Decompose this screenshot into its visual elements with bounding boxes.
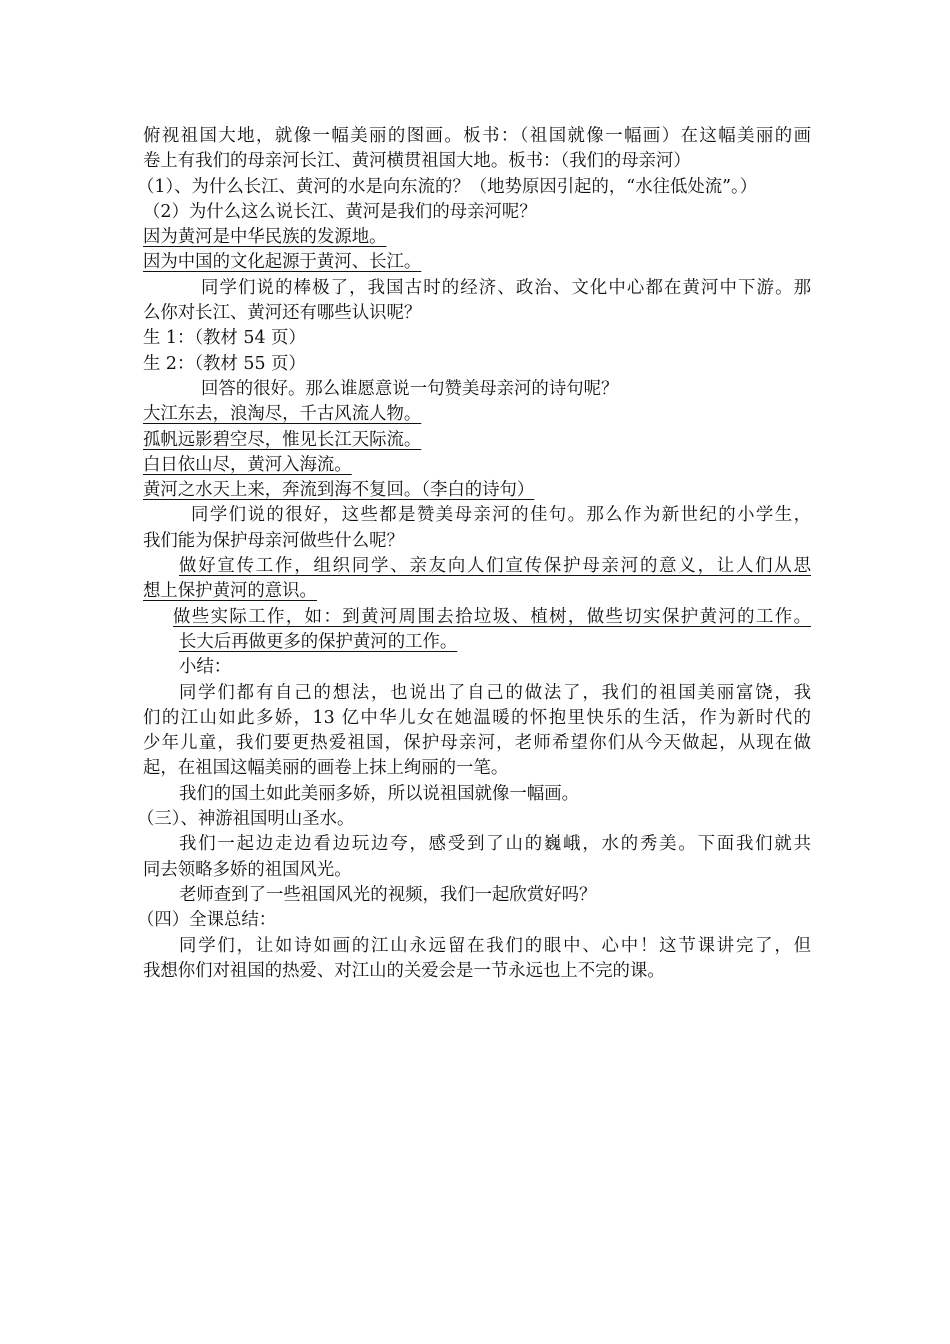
answer-line: 长大后再做更多的保护黄河的工作。 <box>179 631 458 652</box>
paragraph-line: 同学们，让如诗如画的江山永远留在我们的眼中、心中！这节课讲完了，但 <box>179 935 811 956</box>
paragraph-line: 同去领略多娇的祖国风光。 <box>143 859 352 880</box>
answer-line: 想上保护黄河的意识。 <box>143 581 317 602</box>
paragraph-line: 同学们说的很好，这些都是赞美母亲河的佳句。那么作为新世纪的小学生， <box>191 505 811 526</box>
paragraph-line: 俯视祖国大地，就像一幅美丽的图画。板书：（祖国就像一幅画）在这幅美丽的画 <box>143 126 811 146</box>
answer-line: 做些实际工作，如：到黄河周围去拾垃圾、植树，做些切实保护黄河的工作。 <box>173 606 811 627</box>
paragraph-line: 卷上有我们的母亲河长江、黄河横贯祖国大地。板书：（我们的母亲河） <box>143 151 691 172</box>
poem-line: 白日依山尽，黄河入海流。 <box>143 454 352 475</box>
paragraph-line: 我想你们对祖国的热爱、对江山的关爱会是一节永远也上不完的课。 <box>143 960 665 981</box>
section-heading: （三）、神游祖国明山圣水。 <box>137 809 355 830</box>
poem-line: 孤帆远影碧空尽，惟见长江天际流。 <box>143 429 422 450</box>
student-line: 生 2：（教材 55 页） <box>143 353 306 374</box>
document-body <box>137 124 811 984</box>
paragraph-line: 起，在祖国这幅美丽的画卷上抹上绚丽的一笔。 <box>143 758 509 779</box>
paragraph-line: 同学们说的棒极了，我国古时的经济、政治、文化中心都在黄河中下游。那 <box>201 277 811 298</box>
question-line: （1）、为什么长江、黄河的水是向东流的？（地势原因引起的，“水往低处流”。） <box>137 176 758 197</box>
answer-line: 因为中国的文化起源于黄河、长江。 <box>143 252 422 273</box>
paragraph-line: 我们的国土如此美丽多娇，所以说祖国就像一幅画。 <box>179 783 579 804</box>
summary-heading: 小结： <box>179 657 232 678</box>
paragraph-line: 们的江山如此多娇，13 亿中华儿女在她温暖的怀抱里快乐的生活，作为新时代的 <box>143 707 811 728</box>
answer-line: 因为黄河是中华民族的发源地。 <box>143 227 387 248</box>
answer-line: 做好宣传工作，组织同学、亲友向人们宣传保护母亲河的意义，让人们从思 <box>179 556 811 577</box>
poem-line: 大江东去，浪淘尽，千古风流人物。 <box>143 404 422 425</box>
paragraph-line: 同学们都有自己的想法，也说出了自己的做法了，我们的祖国美丽富饶，我 <box>179 682 811 703</box>
student-line: 生 1：（教材 54 页） <box>143 328 306 349</box>
paragraph-line: 我们一起边走边看边玩边夸，感受到了山的巍峨，水的秀美。下面我们就共 <box>179 834 811 855</box>
paragraph-line: 我们能为保护母亲河做些什么呢？ <box>143 530 404 551</box>
paragraph-line: 少年儿童，我们要更热爱祖国，保护母亲河，老师希望你们从今天做起，从现在做 <box>143 733 811 754</box>
section-heading: （四）全课总结： <box>137 910 277 931</box>
paragraph-line: 老师查到了一些祖国风光的视频，我们一起欣赏好吗？ <box>179 884 597 905</box>
paragraph-line: 回答的很好。那么谁愿意说一句赞美母亲河的诗句呢？ <box>201 378 619 399</box>
paragraph-line: 么你对长江、黄河还有哪些认识呢？ <box>143 303 422 324</box>
question-line: （2）为什么这么说长江、黄河是我们的母亲河呢？ <box>143 201 537 222</box>
poem-line: 黄河之水天上来，奔流到海不复回。（李白的诗句） <box>143 480 535 501</box>
